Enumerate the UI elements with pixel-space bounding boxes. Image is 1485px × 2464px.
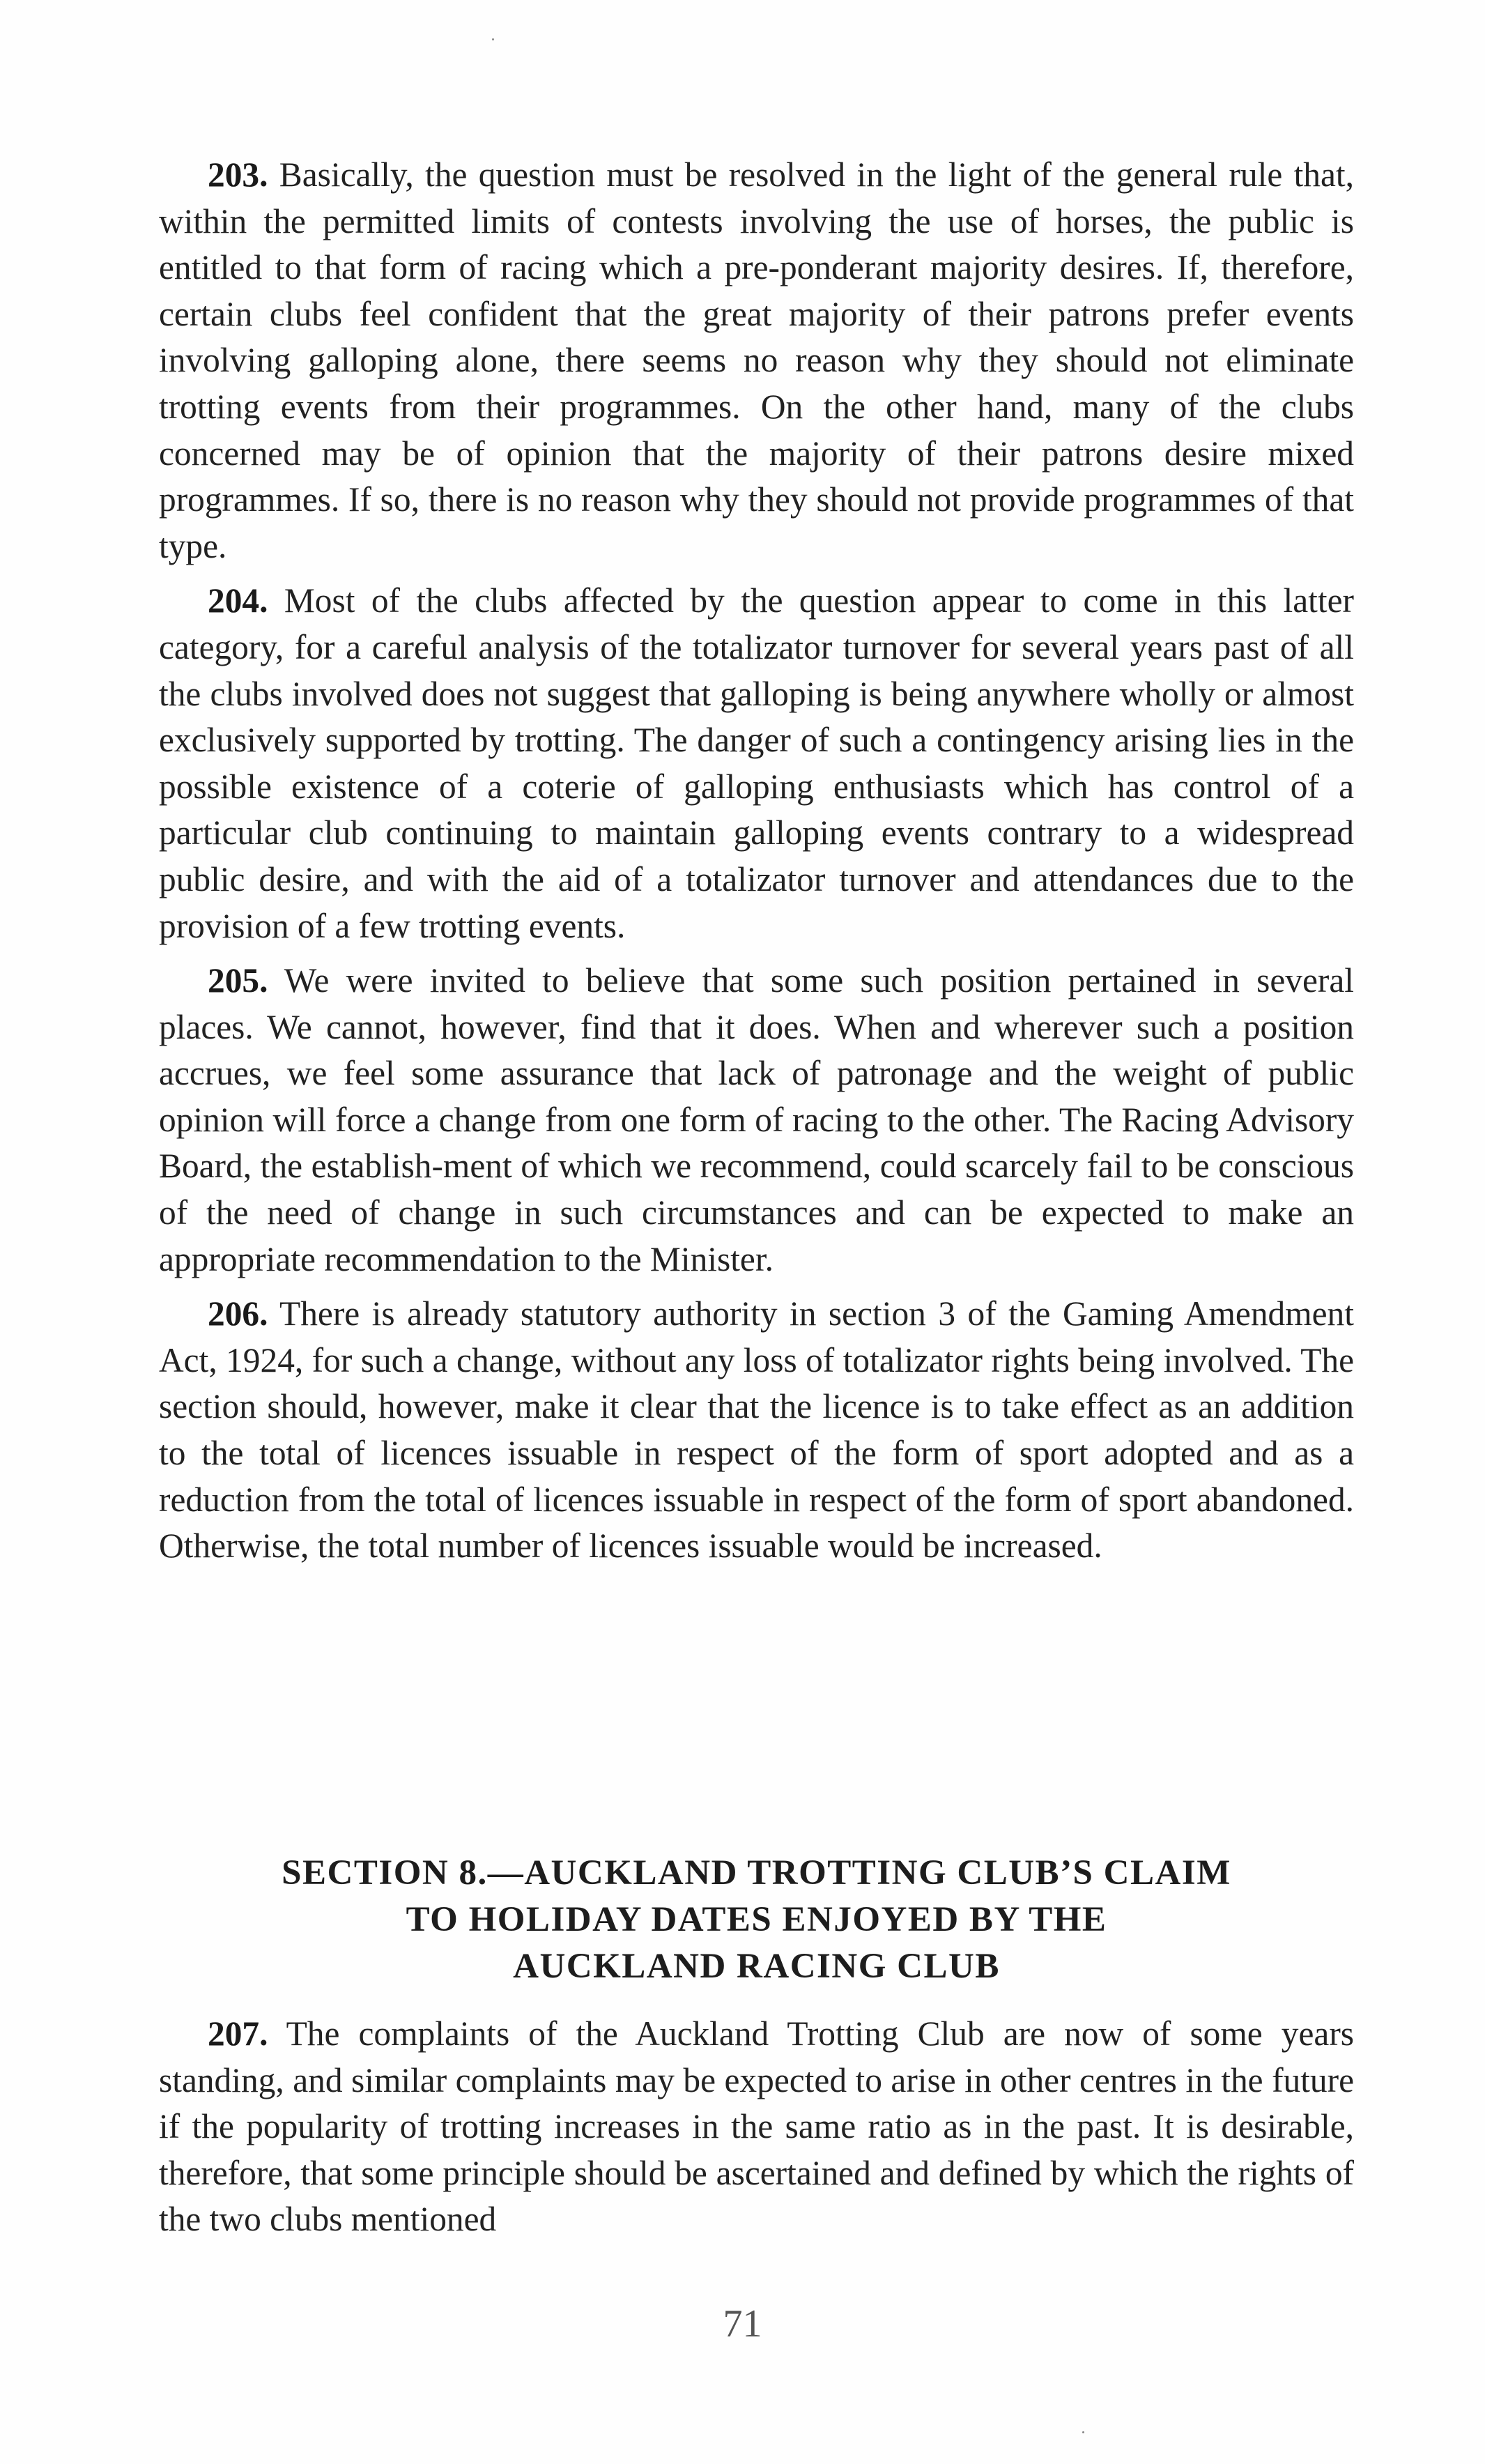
paragraph-text: We were invited to believe that some such position pertained in several places. We cannot, however, find that it does. When and wherever such a position accrues, we feel some assurance that lack of patronage and the weight of public opinion will force a change from one form of racing to the other. The Racing Advisory Board, the establish-ment of which we recommend, could scarcely fail to be conscious of the need of change in such circumstances and can be expected to make an appropriate recommendation to the Minister.	[159, 961, 1354, 1278]
paragraph-number: 207.	[208, 2014, 268, 2053]
body-text	[159, 152, 1354, 1570]
section-heading-line: AUCKLAND RACING CLUB	[513, 1947, 1000, 1986]
paragraph-number: 204.	[208, 581, 268, 620]
section-heading	[159, 1850, 1354, 1990]
scan-speck	[1082, 2431, 1084, 2433]
section-body-text	[159, 2011, 1354, 2243]
paragraph-text: There is already statutory authority in section 3 of the Gaming Amendment Act, 1924, for such a change, without any loss of totalizator rights being involved. The section should, however, make it clear that the licence is to take effect as an addition to the total of licences issuable in respect of the form of sport adopted and as a reduction from the total of licences issuable in respect of the form of sport abandoned. Otherwise, the total number of licences issuable would be increased.	[159, 1294, 1354, 1566]
paragraph-205	[159, 958, 1354, 1283]
paragraph-text: Basically, the question must be resolved in the light of the general rule that, within the permitted limits of contests involving the use of horses, the public is entitled to that form of racing which a pre-ponderant majority desires. If, therefore, certain clubs feel confident that the great majority of their patrons prefer events involving galloping alone, there seems no reason why they should not eliminate trotting events from their programmes. On the other hand, many of the clubs concerned may be of opinion that the majority of their patrons desire mixed programmes. If so, there is no reason why they should not provide programmes of that type.	[159, 155, 1354, 565]
scan-speck	[492, 38, 494, 40]
paragraph-207	[159, 2011, 1354, 2243]
section-heading-line: SECTION 8.—AUCKLAND TROTTING CLUB’S CLAIM	[282, 1853, 1231, 1892]
section-heading-line: TO HOLIDAY DATES ENJOYED BY THE	[406, 1900, 1107, 1939]
paragraph-text: The complaints of the Auckland Trotting Club are now of some years standing, and similar complaints may be expected to arise in other centres in the future if the popularity of trotting increases in the same ratio as in the past. It is desirable, therefore, that some principle should be ascertained and defined by which the rights of the two clubs mentioned	[159, 2014, 1354, 2239]
paragraph-204	[159, 578, 1354, 949]
paragraph-text: Most of the clubs affected by the question appear to come in this latter category, for a careful analysis of the totalizator turnover for several years past of all the clubs involved does not suggest that galloping is being anywhere wholly or almost exclusively supported by trotting. The danger of such a contingency arising lies in the possible existence of a coterie of galloping enthusiasts which has control of a particular club continuing to maintain galloping events contrary to a widespread public desire, and with the aid of a totalizator turnover and attendances due to the provision of a few trotting events.	[159, 581, 1354, 945]
page-number: 71	[723, 2302, 762, 2346]
paragraph-203	[159, 152, 1354, 569]
paragraph-number: 203.	[208, 155, 268, 194]
paragraph-number: 205.	[208, 961, 268, 1000]
paragraph-206	[159, 1291, 1354, 1570]
paragraph-number: 206.	[208, 1294, 268, 1333]
